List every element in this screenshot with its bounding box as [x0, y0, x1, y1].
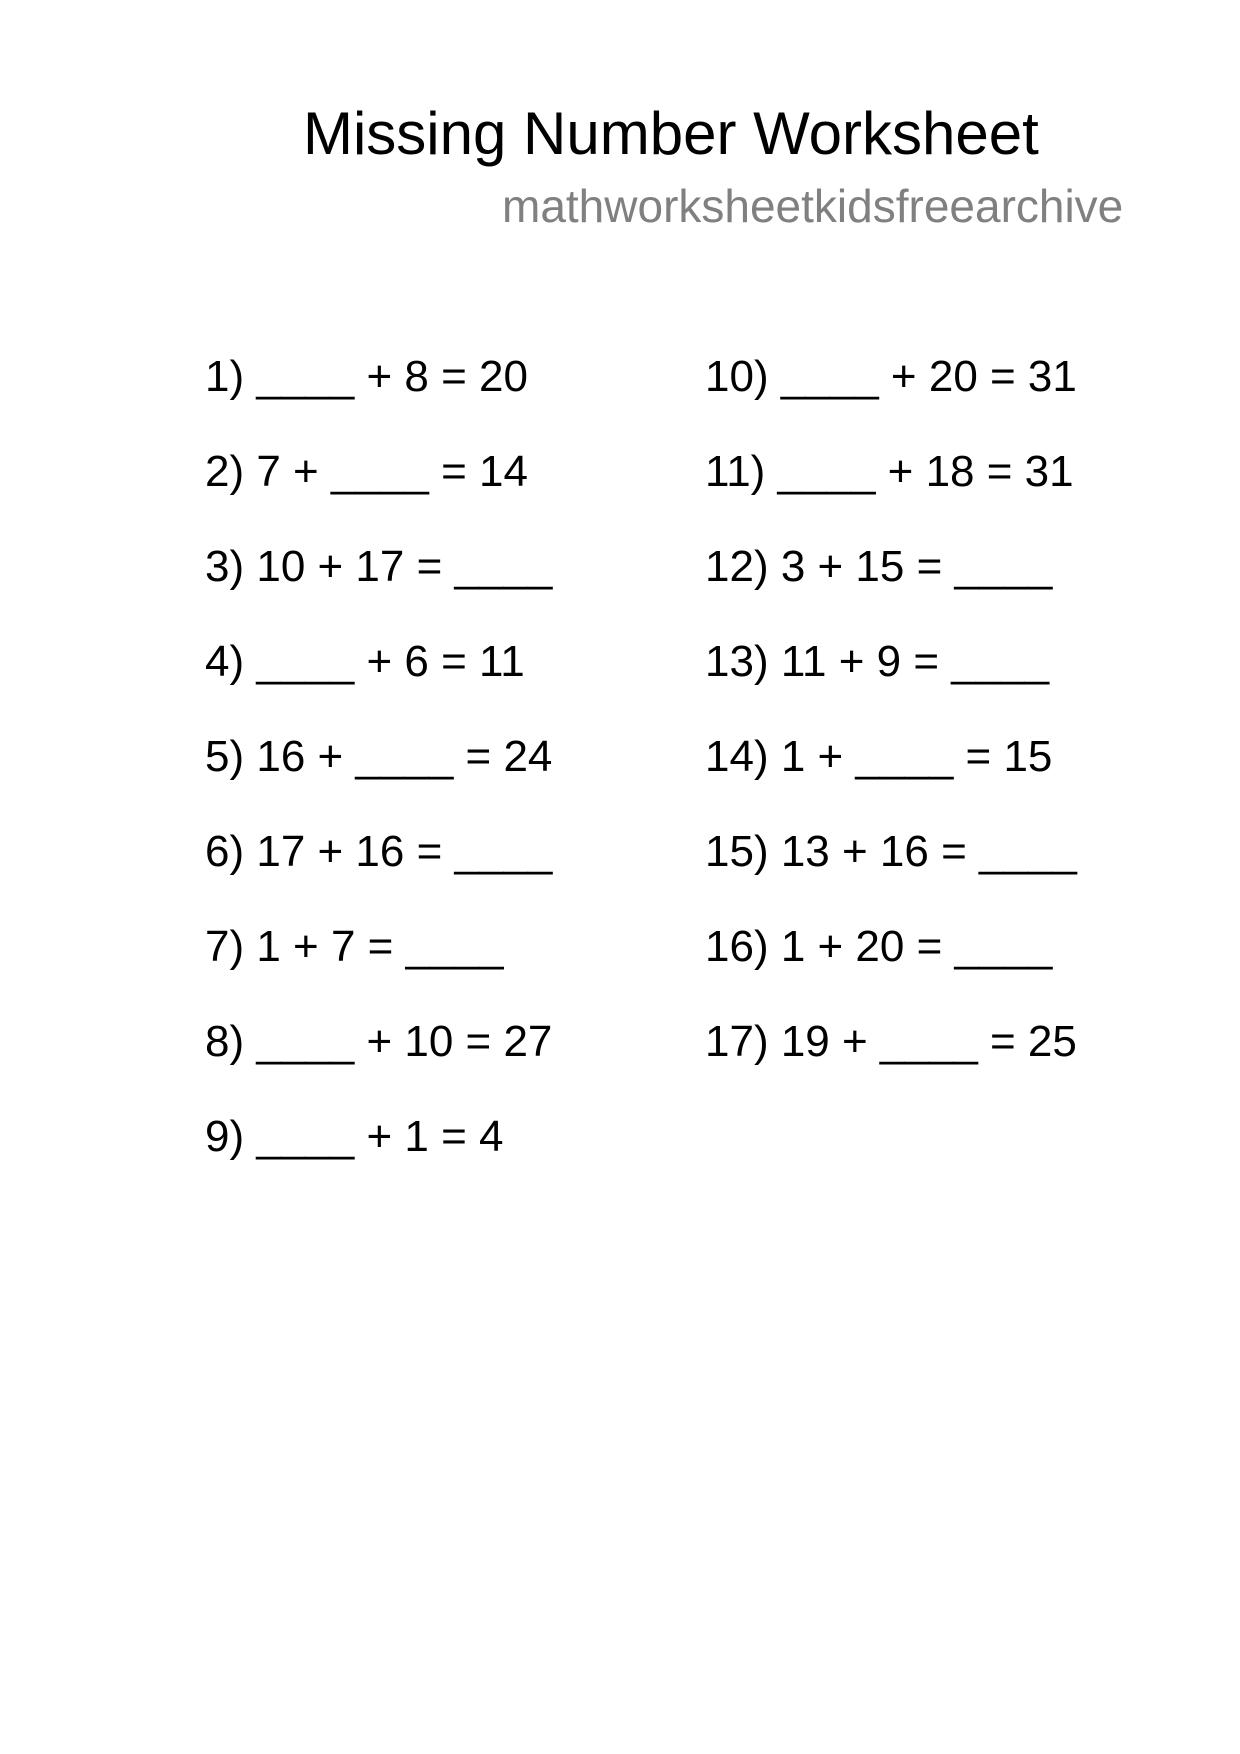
problem-12: 12) 3 + 15 = ____ — [705, 542, 1053, 591]
problem-9: 9) ____ + 1 = 4 — [205, 1112, 504, 1161]
problem-17: 17) 19 + ____ = 25 — [705, 1017, 1077, 1066]
problem-5: 5) 16 + ____ = 24 — [205, 732, 553, 781]
problem-1: 1) ____ + 8 = 20 — [205, 352, 528, 401]
problem-6: 6) 17 + 16 = ____ — [205, 827, 553, 876]
problem-16: 16) 1 + 20 = ____ — [705, 922, 1053, 971]
page-title: Missing Number Worksheet — [303, 100, 1039, 167]
problem-10: 10) ____ + 20 = 31 — [705, 352, 1077, 401]
problem-11: 11) ____ + 18 = 31 — [705, 447, 1074, 496]
problem-14: 14) 1 + ____ = 15 — [705, 732, 1053, 781]
source-watermark: mathworksheetkidsfreearchive — [502, 180, 1124, 232]
problem-8: 8) ____ + 10 = 27 — [205, 1017, 553, 1066]
problem-7: 7) 1 + 7 = ____ — [205, 922, 504, 971]
problem-list-left — [205, 329, 552, 1184]
problem-15: 15) 13 + 16 = ____ — [705, 827, 1077, 876]
problem-4: 4) ____ + 6 = 11 — [205, 637, 525, 686]
problem-list-right — [705, 329, 1077, 1089]
problem-13: 13) 11 + 9 = ____ — [705, 637, 1050, 686]
problem-3: 3) 10 + 17 = ____ — [205, 542, 553, 591]
problem-2: 2) 7 + ____ = 14 — [205, 447, 528, 496]
